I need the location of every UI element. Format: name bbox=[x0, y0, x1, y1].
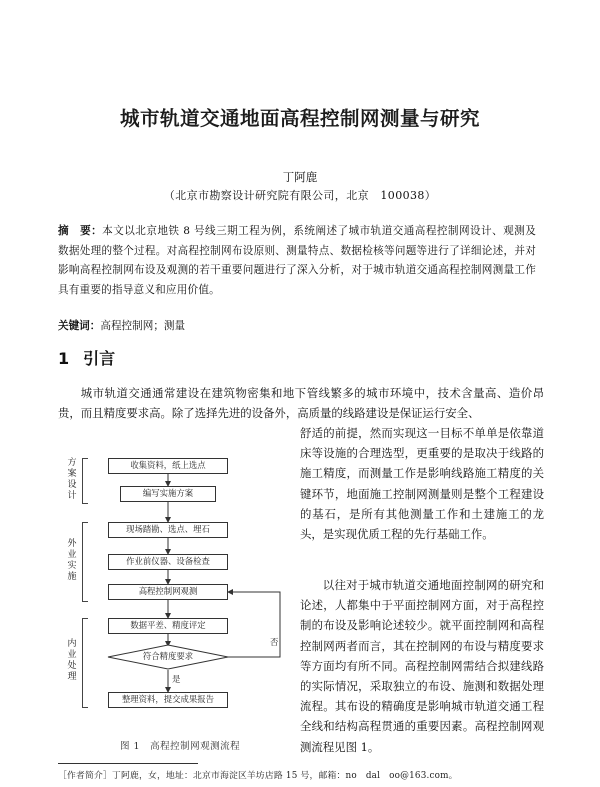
flowchart-figure bbox=[58, 440, 292, 750]
flow-step-2: 编写实施方案 bbox=[120, 486, 216, 502]
section-heading bbox=[58, 346, 115, 369]
flow-step-4: 作业前仪器、设备检查 bbox=[108, 554, 228, 570]
abstract-label: 摘 要： bbox=[58, 225, 103, 237]
paragraph-2: 以往对于城市轨道交通地面控制网的研究和论述，人都集中于平面控制网方面，对于高程控制的布设及影响论述较少。就平面控制网和高程控制网两者而言，其在控制网的布设与精度要求等方面均有所不同。高程控制网需结合拟建线路的实际情况，采取独立的布设、施测和数据处理流程。其布设的精确度是影响城市轨道交通工程全线和结构高程贯通的重要因素。高程控制网观测流程见图 1。 bbox=[300, 578, 544, 754]
flow-step-5: 高程控制网观测 bbox=[108, 584, 228, 600]
side-label-office: 内业处理 bbox=[67, 639, 77, 682]
flow-step-1: 收集资料，纸上选点 bbox=[108, 458, 228, 474]
bracket-office bbox=[82, 618, 88, 708]
keywords-label: 关键词： bbox=[58, 320, 101, 332]
paragraph-1-part-2: 舒适的前提，然而实现这一目标不单单是依靠道床等设施的合理选型，更重要的是取决于线路的施工精度，而测量工作是影响线路施工精度的关键环节，地面施工控制网测量则是整个工程建设的基石，是所有其他测量工作和土建施工的龙头，是实现优质工程的先行基础工作。 bbox=[300, 426, 544, 542]
paper-title: 城市轨道交通地面高程控制网测量与研究 bbox=[119, 107, 480, 130]
flow-step-3: 现场踏勘、选点、埋石 bbox=[108, 522, 228, 538]
side-label-plan: 方案设计 bbox=[67, 458, 77, 501]
abstract-text: 本文以北京地铁 8 号线三期工程为例，系统阐述了城市轨道交通高程控制网设计、观测及数据处理的整个过程。对高程控制网布设原则、测量特点、数据检核等问题等进行了详细论述，并对影响高程控制网布设及观测的若干重要问题进行了深入分析，对于城市轨道交通高程控制网测量工作具有重要的指导意义和应用价值。 bbox=[58, 225, 536, 296]
branch-yes-label: 是 bbox=[172, 674, 181, 684]
footnote: ［作者简介］丁阿鹿，女，地址：北京市海淀区羊坊店路 15 号，邮箱：no dal oo@163.com。 bbox=[58, 771, 458, 781]
section-title: 引言 bbox=[83, 349, 116, 368]
author-name: 丁阿鹿 bbox=[282, 170, 318, 184]
bracket-field bbox=[82, 522, 88, 602]
author-affiliation: （北京市勘察设计研究院有限公司，北京 100038） bbox=[163, 189, 437, 202]
decision-label: 符合精度要求 bbox=[142, 651, 194, 661]
section-number: 1 bbox=[58, 349, 70, 368]
branch-no-label: 否 bbox=[270, 637, 279, 647]
paragraph-1-part-1: 城市轨道交通通常建设在建筑物密集和地下管线繁多的城市环境中，技术含量高、造价昂贵，而且精度要求高。除了选择先进的设备外，高质量的线路建设是保证运行安全、 bbox=[58, 386, 544, 421]
side-label-field: 外业实施 bbox=[67, 539, 77, 582]
keywords bbox=[58, 318, 185, 333]
abstract bbox=[58, 222, 536, 300]
bracket-plan bbox=[82, 458, 88, 504]
flow-step-6: 数据平差、精度评定 bbox=[108, 618, 228, 634]
flow-step-8: 整理资料，提交成果报告 bbox=[108, 692, 228, 708]
keywords-text: 高程控制网；测量 bbox=[100, 320, 186, 332]
footnote-rule bbox=[58, 763, 198, 764]
figure-caption: 图 1 高程控制网观测流程 bbox=[120, 741, 241, 752]
